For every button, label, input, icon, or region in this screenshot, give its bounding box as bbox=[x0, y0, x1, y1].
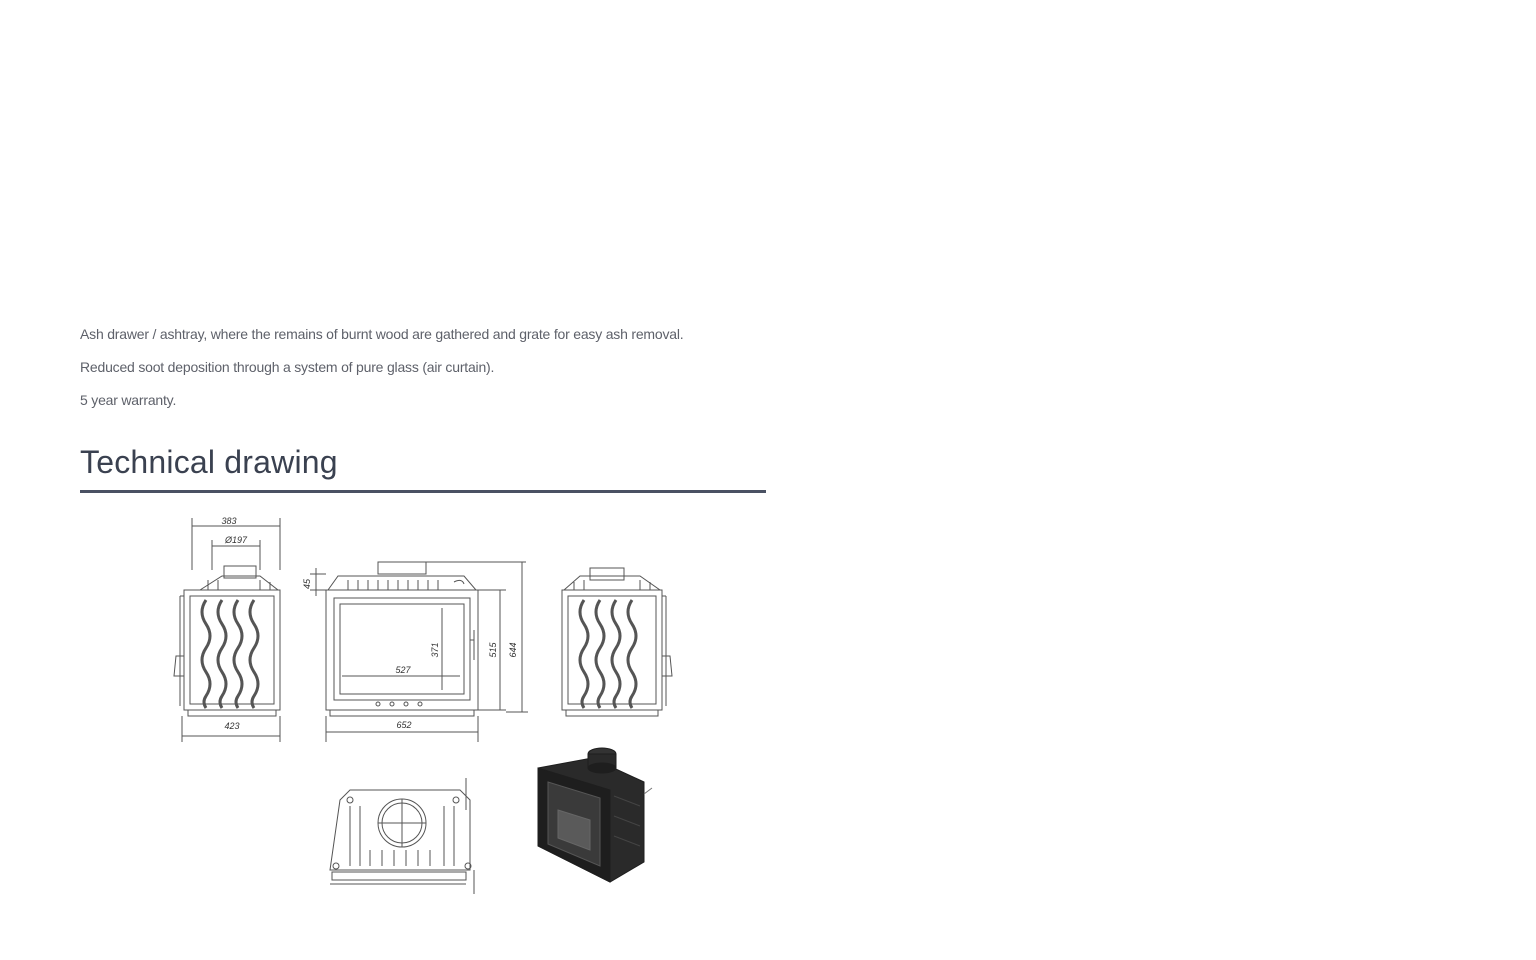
dim-glass-height: 371 bbox=[430, 642, 440, 658]
feature-warranty: 5 year warranty. bbox=[80, 392, 177, 408]
side-view-right bbox=[562, 568, 672, 716]
feature-ash-drawer: Ash drawer / ashtray, where the remains of burnt wood are gathered and grate for easy ash removal. bbox=[80, 326, 684, 342]
isometric-render bbox=[538, 748, 652, 882]
feature-air-curtain: Reduced soot deposition through a system of pure glass (air curtain). bbox=[80, 359, 495, 375]
dim-front-width: 652 bbox=[396, 720, 412, 730]
feature-list bbox=[80, 324, 780, 423]
dim-flue-diameter: Ø197 bbox=[224, 535, 248, 545]
technical-drawing-svg bbox=[160, 510, 700, 905]
dim-top-offset: 45 bbox=[302, 578, 312, 590]
dim-total-height: 644 bbox=[508, 642, 518, 658]
section-title: Technical drawing bbox=[80, 444, 338, 480]
dim-side-top-width: 383 bbox=[221, 516, 237, 526]
dim-glass-width: 527 bbox=[395, 665, 411, 675]
title-divider bbox=[80, 490, 766, 493]
technical-drawing bbox=[160, 510, 700, 905]
dim-side-depth: 423 bbox=[224, 721, 240, 731]
dim-door-height: 515 bbox=[488, 642, 498, 658]
top-view bbox=[330, 778, 474, 894]
side-view-left bbox=[174, 518, 280, 742]
